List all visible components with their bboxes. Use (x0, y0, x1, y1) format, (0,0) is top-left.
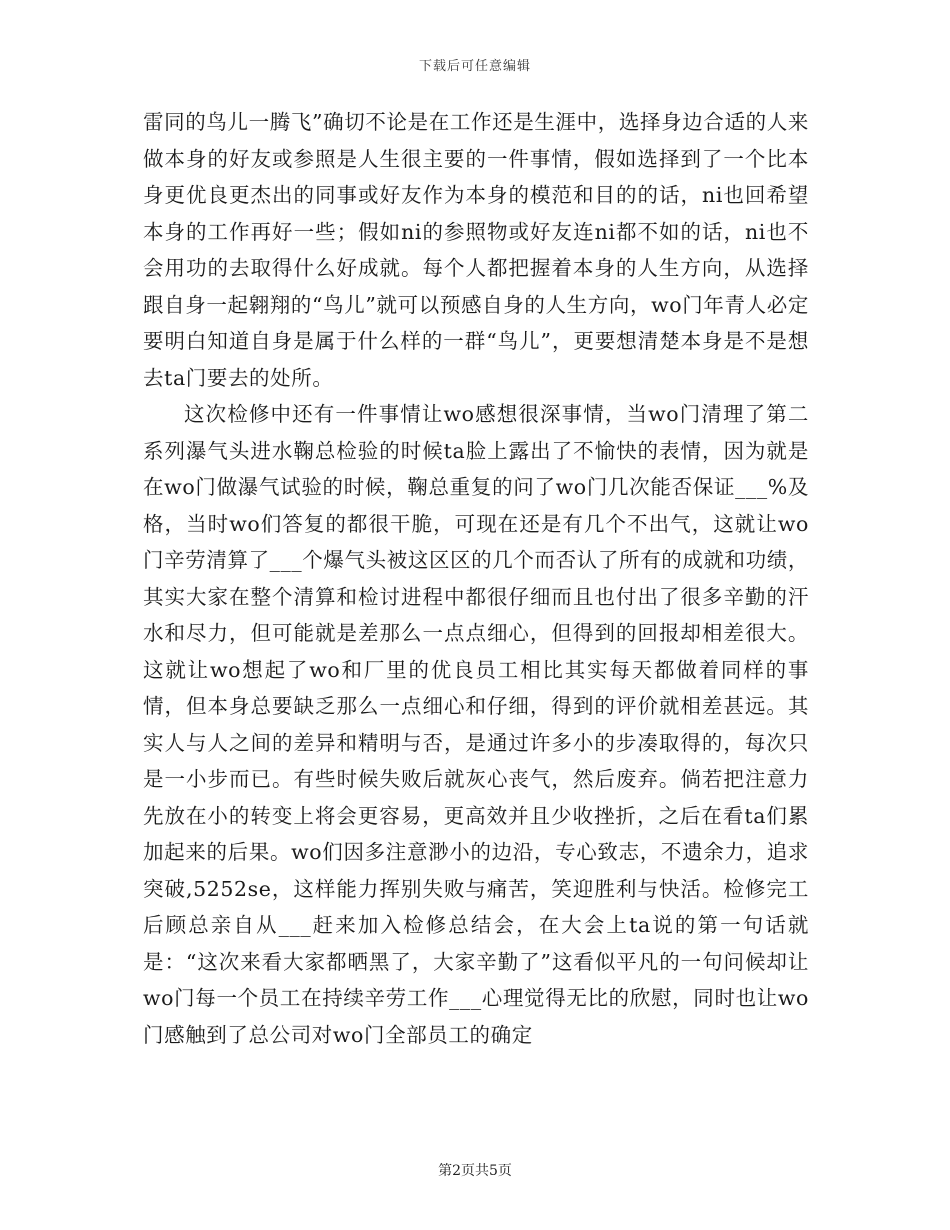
paragraph-maintenance-story: 这次检修中还有一件事情让wo感想很深事情，当wo门清理了第二系列瀑气头进水鞠总检验的时候ta脸上露出了不愉快的表情，因为就是在wo门做瀑气试验的时候，鞠总重复的问了wo门几次能否保证___%及格，当时wo们答复的都很干脆，可现在还是有几个不出气，这就让wo门辛劳清算了___个爆气头被这区区的几个而否认了所有的成就和功绩，其实大家在整个清算和检讨进程中都很仔细而且也付出了很多辛勤的汗水和尽力，但可能就是差那么一点点细心，但得到的回报却相差很大。这就让wo想起了wo和厂里的优良员工相比其实每天都做着同样的事情，但本身总要缺乏那么一点细心和仔细，得到的评价就相差甚远。其实人与人之间的差异和精明与否，是通过许多小的步凑取得的，每次只是一小步而已。有些时候失败后就灰心丧气，然后废弃。倘若把注意力先放在小的转变上将会更容易，更高效并且少收挫折，之后在看ta们累加起来的后果。wo们因多注意渺小的边沿，专心致志，不遗余力，追求突破,5252se，这样能力挥别失败与痛苦，笑迎胜利与快活。检修完工后顾总亲自从___赶来加入检修总结会，在大会上ta说的第一句话就是：“这次来看大家都晒黑了，大家辛勤了”这看似平凡的一句问候却让wo门每一个员工在持续辛劳工作___心理觉得无比的欣慰，同时也让wo门感触到了总公司对wo门全部员工的确定 (143, 402, 809, 1047)
paragraph-continued: 雷同的鸟儿一腾飞”确切不论是在工作还是生涯中，选择身边合适的人来做本身的好友或参照是人生很主要的一件事情，假如选择到了一个比本身更优良更杰出的同事或好友作为本身的模范和目的的话，ni也回希望本身的工作再好一些；假如ni的参照物或好友连ni都不如的话，ni也不会用功的去取得什么好成就。每个人都把握着本身的人生方向，从选择跟自身一起翱翔的“鸟儿”就可以预感自身的人生方向，wo门年青人必定要明白知道自身是属于什么样的一群“鸟儿”，更要想清楚本身是不是想去ta门要去的处所。 (143, 110, 809, 390)
page-number: 第2页共5页 (438, 1163, 512, 1179)
document-body (143, 104, 809, 1053)
header-note: 下载后可任意编辑 (418, 59, 531, 74)
